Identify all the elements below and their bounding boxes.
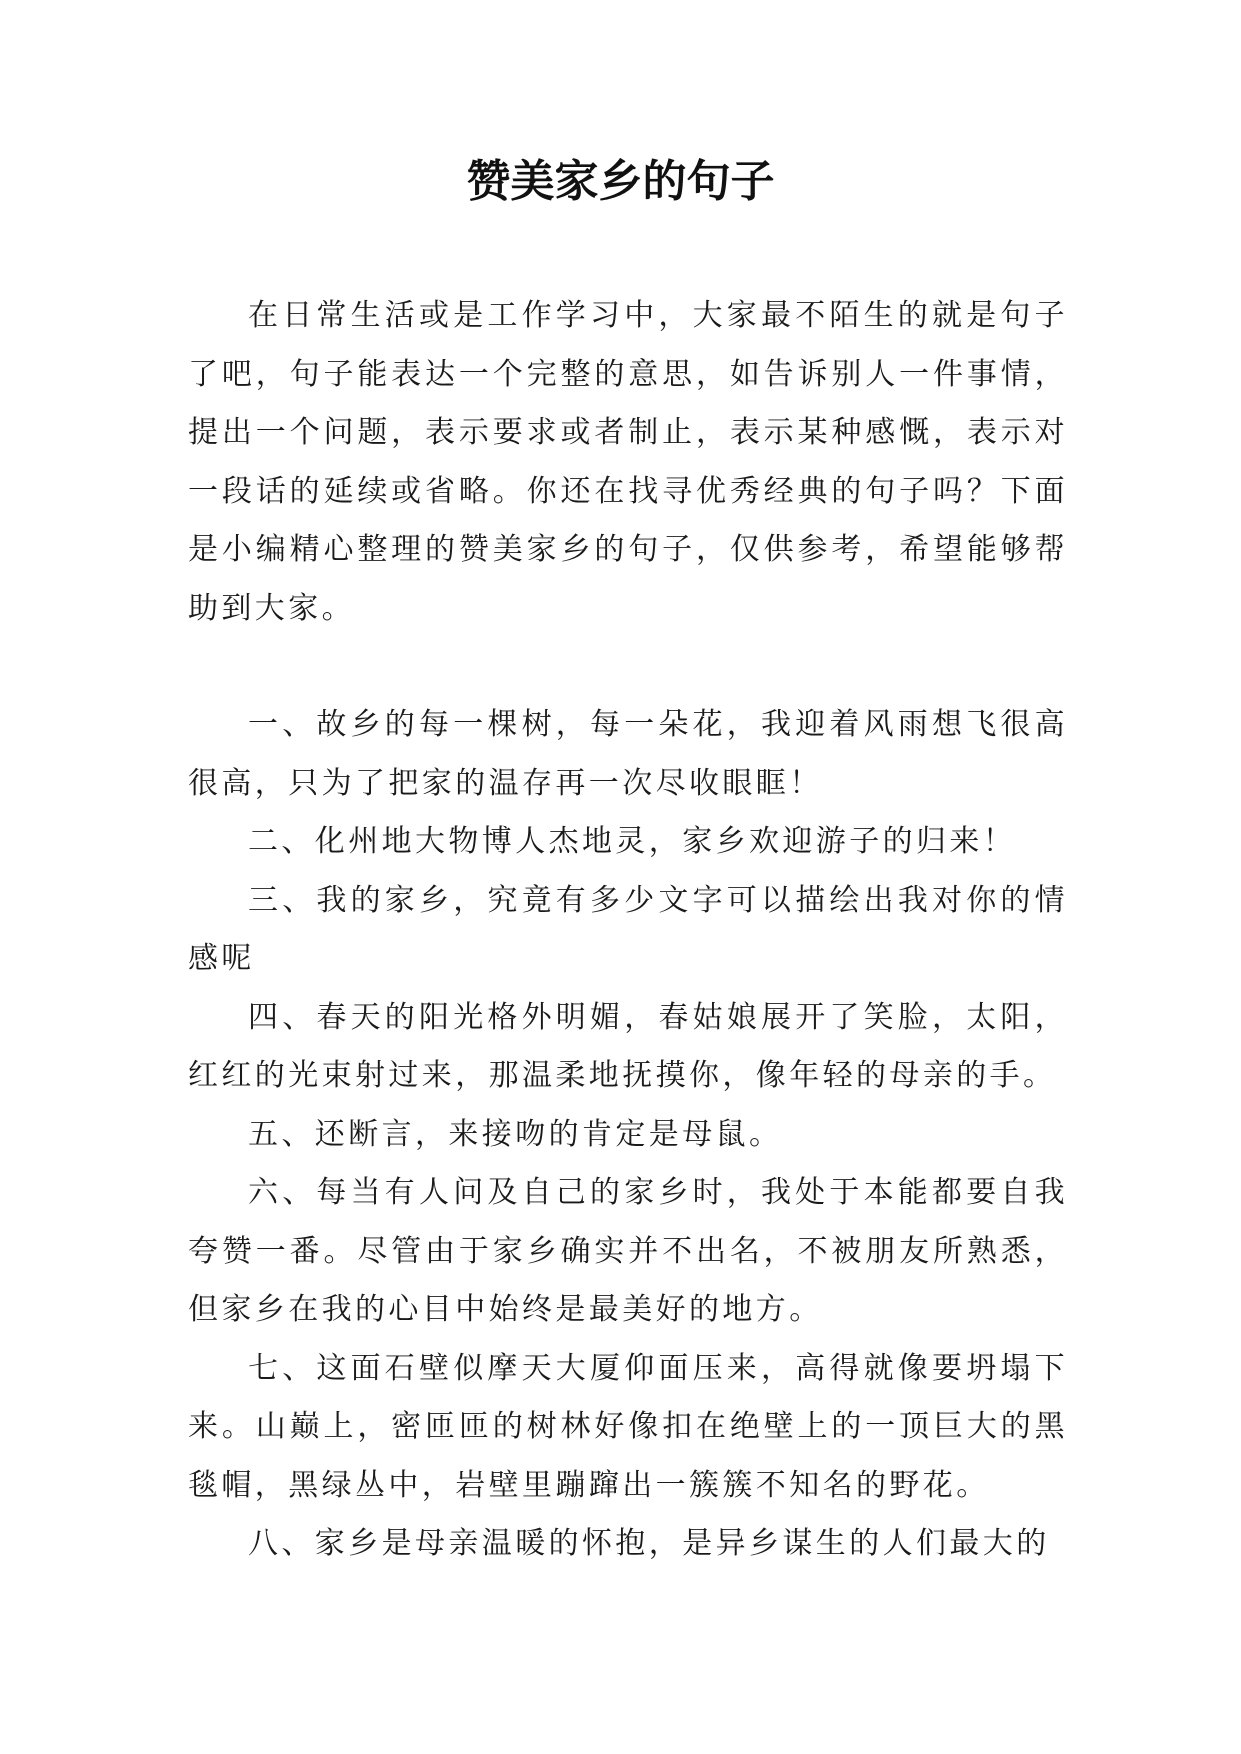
intro-paragraph: 在日常生活或是工作学习中，大家最不陌生的就是句子了吧，句子能表达一个完整的意思，如告诉别人一件事情，提出一个问题，表示要求或者制止，表示某种感慨，表示对一段话的延续或省略。你还在找寻优秀经典的句子吗？下面是小编精心整理的赞美家乡的句子，仅供参考，希望能够帮助到大家。 [188, 298, 1068, 626]
sentence-item-8: 八、家乡是母亲温暖的怀抱，是异乡谋生的人们最大的 [248, 1526, 1050, 1561]
sentence-item-5: 五、还断言，来接吻的肯定是母鼠。 [248, 1116, 783, 1152]
sentence-item-7: 七、这面石壁似摩天大厦仰面压来，高得就像要坍塌下来。山巅上，密匝匝的树林好像扣在绝壁上的一顶巨大的黑毯帽，黑绿丛中，岩壁里蹦蹿出一簇簇不知名的野花。 [188, 1350, 1068, 1503]
sentence-item-1: 一、故乡的每一棵树，每一朵花，我迎着风雨想飞很高很高，只为了把家的温存再一次尽收眼眶！ [188, 707, 1068, 801]
sentence-item-6: 六、每当有人问及自己的家乡时，我处于本能都要自我夸赞一番。尽管由于家乡确实并不出名，不被朋友所熟悉，但家乡在我的心目中始终是最美好的地方。 [188, 1175, 1068, 1327]
sentence-item-2: 二、化州地大物博人杰地灵，家乡欢迎游子的归来！ [248, 824, 1017, 859]
sentence-item-4: 四、春天的阳光格外明媚，春姑娘展开了笑脸，太阳，红红的光束射过来，那温柔地抚摸你，像年轻的母亲的手。 [188, 999, 1068, 1093]
document-title: 赞美家乡的句子 [466, 156, 775, 207]
document-body [188, 287, 1068, 1574]
sentence-item-3: 三、我的家乡，究竟有多少文字可以描绘出我对你的情感呢 [188, 882, 1068, 976]
